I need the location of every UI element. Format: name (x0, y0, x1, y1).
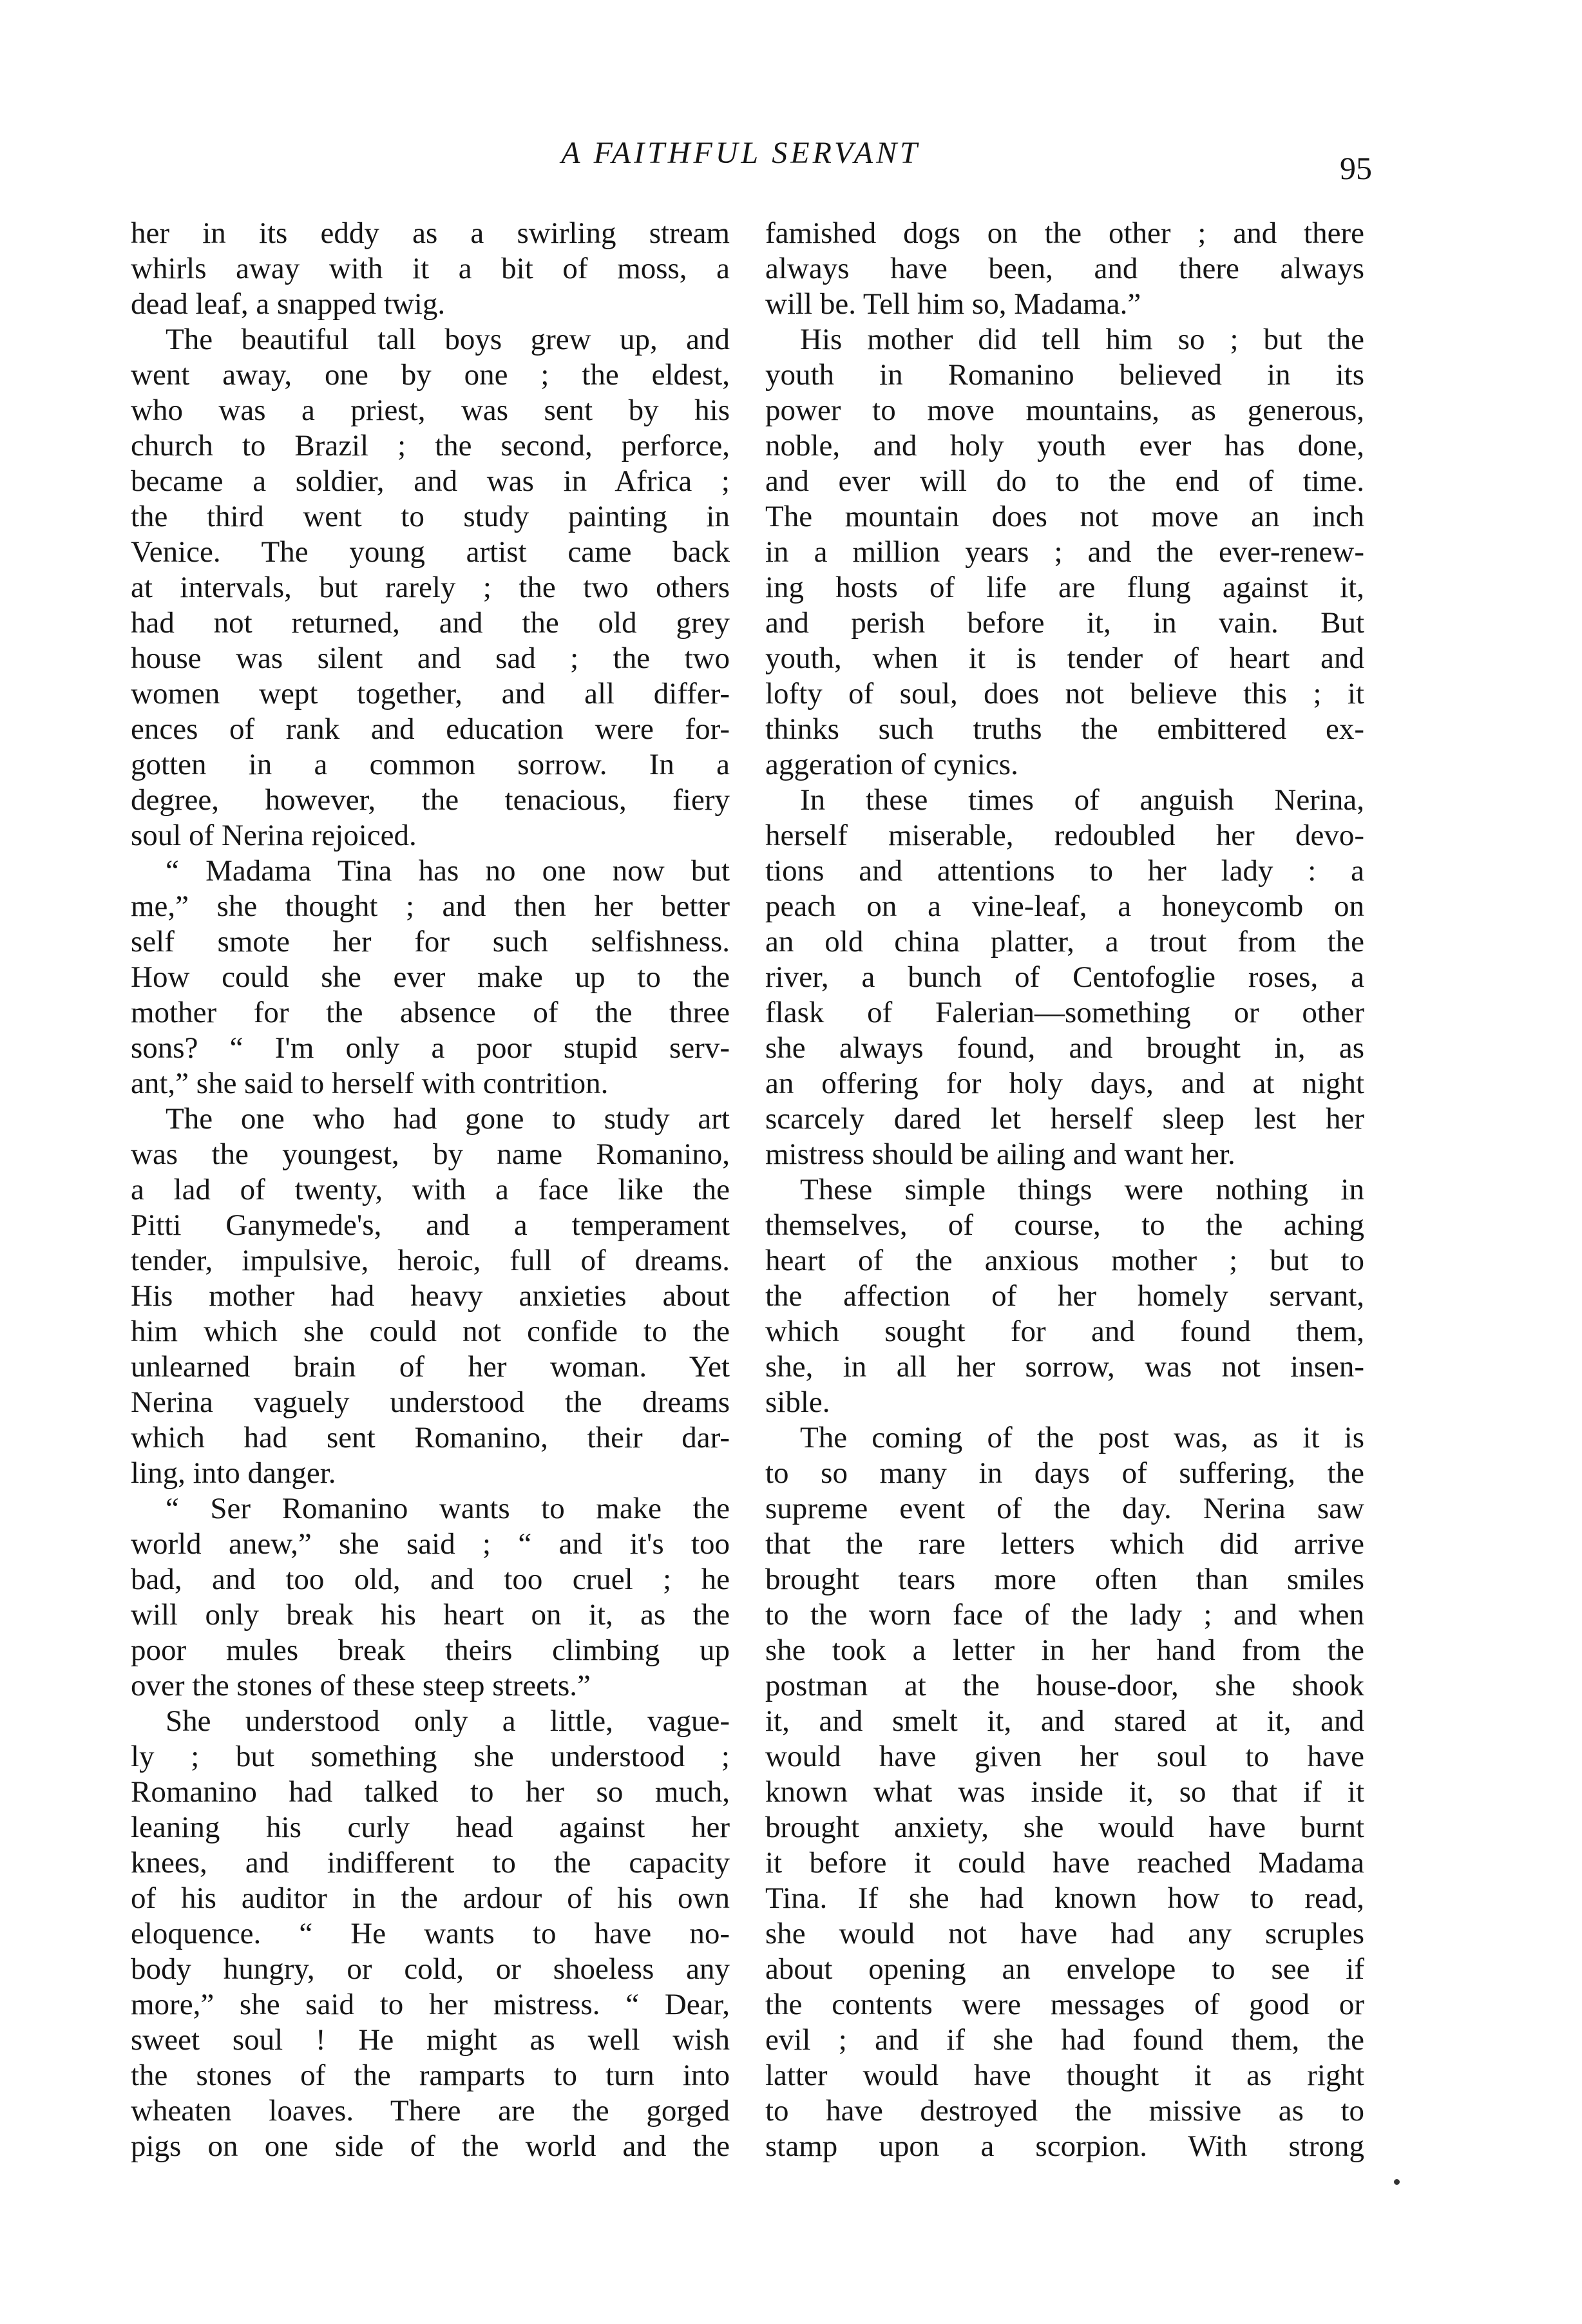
text-line: scarcely dared let herself sleep lest her (765, 1102, 1364, 1136)
text-line: His mother had heavy anxieties about (131, 1279, 730, 1313)
text-line: heart of the anxious mother ; but to (765, 1244, 1364, 1277)
page-header (0, 130, 1582, 186)
text-line: she would not have had any scruples (765, 1917, 1364, 1950)
text-line: a lad of twenty, with a face like the (131, 1173, 730, 1206)
text-line: she took a letter in her hand from the (765, 1633, 1364, 1667)
text-line: it before it could have reached Madama (765, 1846, 1364, 1880)
text-line: stamp upon a scorpion. With strong (765, 2129, 1364, 2163)
text-line: Nerina vaguely understood the dreams (131, 1386, 730, 1419)
text-line: river, a bunch of Centofoglie roses, a (765, 960, 1364, 994)
text-line: mother for the absence of the three (131, 996, 730, 1029)
text-line: Tina. If she had known how to read, (765, 1881, 1364, 1915)
text-line: it, and smelt it, and stared at it, and (765, 1704, 1364, 1738)
left-column (131, 216, 730, 2164)
text-line: leaning his curly head against her (131, 1811, 730, 1844)
text-line: in a million years ; and the ever-renew- (765, 535, 1364, 569)
text-line: church to Brazil ; the second, perforce, (131, 429, 730, 462)
text-line: dead leaf, a snapped twig. (131, 287, 446, 321)
text-line: became a soldier, and was in Africa ; (131, 464, 730, 498)
text-line: tender, impulsive, heroic, full of dreams. (131, 1244, 730, 1277)
text-line: bad, and too old, and too cruel ; he (131, 1563, 730, 1596)
text-line: evil ; and if she had found them, the (765, 2023, 1364, 2057)
text-line: sible. (765, 1386, 830, 1419)
text-line: which had sent Romanino, their dar- (131, 1421, 730, 1454)
text-line: postman at the house-door, she shook (765, 1669, 1364, 1702)
text-line: she always found, and brought in, as (765, 1031, 1364, 1065)
text-line: more,” she said to her mistress. “ Dear, (131, 1988, 730, 2021)
text-line: latter would have thought it as right (765, 2059, 1364, 2092)
text-line: who was a priest, was sent by his (131, 394, 730, 427)
text-line: she, in all her sorrow, was not insen- (765, 1350, 1364, 1384)
text-line: ling, into danger. (131, 1456, 336, 1490)
page-number: 95 (1340, 150, 1372, 186)
text-line: In these times of anguish Nerina, (800, 783, 1364, 817)
text-line: She understood only a little, vague- (166, 1704, 730, 1738)
text-line: and ever will do to the end of time. (765, 464, 1364, 498)
text-line: went away, one by one ; the eldest, (131, 358, 730, 392)
text-line: sweet soul ! He might as well wish (131, 2023, 730, 2057)
text-line: would have given her soul to have (765, 1740, 1364, 1773)
text-line: “ Madama Tina has no one now but (166, 854, 730, 888)
text-line: degree, however, the tenacious, fiery (131, 783, 730, 817)
text-line: The mountain does not move an inch (765, 500, 1364, 533)
text-line: noble, and holy youth ever has done, (765, 429, 1364, 462)
text-line: at intervals, but rarely ; the two others (131, 571, 730, 604)
text-line: had not returned, and the old grey (131, 606, 730, 640)
text-line: peach on a vine-leaf, a honeycomb on (765, 890, 1364, 923)
text-line: Romanino had talked to her so much, (131, 1775, 730, 1809)
text-line: The one who had gone to study art (166, 1102, 730, 1136)
text-line: youth, when it is tender of heart and (765, 642, 1364, 675)
text-line: herself miserable, redoubled her devo- (765, 819, 1364, 852)
text-line: to the worn face of the lady ; and when (765, 1598, 1364, 1632)
text-line: whirls away with it a bit of moss, a (131, 252, 730, 285)
text-line: The coming of the post was, as it is (800, 1421, 1364, 1454)
text-line: knees, and indifferent to the capacity (131, 1846, 730, 1880)
text-line: ing hosts of life are flung against it, (765, 571, 1364, 604)
text-line: ant,” she said to herself with contrition. (131, 1067, 609, 1100)
text-line: poor mules break theirs climbing up (131, 1633, 730, 1667)
text-line: youth in Romanino believed in its (765, 358, 1364, 392)
text-line: Venice. The young artist came back (131, 535, 730, 569)
text-line: self smote her for such selfishness. (131, 925, 730, 958)
text-line: her in its eddy as a swirling stream (131, 216, 730, 250)
right-column (765, 216, 1364, 2164)
text-line: me,” she thought ; and then her better (131, 890, 730, 923)
text-line: world anew,” she said ; “ and it's too (131, 1527, 730, 1561)
text-line: always have been, and there always (765, 252, 1364, 285)
text-line: gotten in a common sorrow. In a (131, 748, 730, 781)
running-title: A FAITHFUL SERVANT (561, 136, 920, 170)
ink-speck (1394, 2179, 1400, 2185)
text-line: body hungry, or cold, or shoeless any (131, 1952, 730, 1986)
text-line: eloquence. “ He wants to have no- (131, 1917, 730, 1950)
text-line: brought anxiety, she would have burnt (765, 1811, 1364, 1844)
text-line: that the rare letters which did arrive (765, 1527, 1364, 1561)
text-line: house was silent and sad ; the two (131, 642, 730, 675)
text-line: supreme event of the day. Nerina saw (765, 1492, 1364, 1525)
text-line: His mother did tell him so ; but the (800, 323, 1364, 356)
text-line: How could she ever make up to the (131, 960, 730, 994)
text-line: the contents were messages of good or (765, 1988, 1364, 2021)
text-line: themselves, of course, to the aching (765, 1208, 1364, 1242)
text-line: will be. Tell him so, Madama.” (765, 287, 1141, 321)
text-line: brought tears more often than smiles (765, 1563, 1364, 1596)
text-line: wheaten loaves. There are the gorged (131, 2094, 730, 2128)
text-line: the third went to study painting in (131, 500, 730, 533)
text-line: which sought for and found them, (765, 1315, 1364, 1348)
text-line: ences of rank and education were for- (131, 712, 730, 746)
text-line: over the stones of these steep streets.” (131, 1669, 591, 1702)
text-line: women wept together, and all differ- (131, 677, 730, 710)
text-line: The beautiful tall boys grew up, and (166, 323, 730, 356)
text-line: These simple things were nothing in (800, 1173, 1364, 1206)
text-line: the stones of the ramparts to turn into (131, 2059, 730, 2092)
text-line: “ Ser Romanino wants to make the (166, 1492, 730, 1525)
text-line: power to move mountains, as generous, (765, 394, 1364, 427)
text-line: famished dogs on the other ; and there (765, 216, 1364, 250)
text-line: Pitti Ganymede's, and a temperament (131, 1208, 730, 1242)
text-line: lofty of soul, does not believe this ; it (765, 677, 1364, 710)
text-line: ly ; but something she understood ; (131, 1740, 730, 1773)
text-line: unlearned brain of her woman. Yet (131, 1350, 730, 1384)
text-line: aggeration of cynics. (765, 748, 1018, 781)
text-line: him which she could not confide to the (131, 1315, 730, 1348)
text-line: soul of Nerina rejoiced. (131, 819, 417, 852)
text-line: to have destroyed the missive as to (765, 2094, 1364, 2128)
text-line: an offering for holy days, and at night (765, 1067, 1364, 1100)
text-line: the affection of her homely servant, (765, 1279, 1364, 1313)
text-line: sons? “ I'm only a poor stupid serv- (131, 1031, 730, 1065)
text-line: tions and attentions to her lady : a (765, 854, 1364, 888)
text-line: and perish before it, in vain. But (765, 606, 1364, 640)
text-line: was the youngest, by name Romanino, (131, 1138, 730, 1171)
text-line: mistress should be ailing and want her. (765, 1138, 1235, 1171)
text-line: flask of Falerian—something or other (765, 996, 1364, 1029)
text-line: thinks such truths the embittered ex- (765, 712, 1364, 746)
text-line: about opening an envelope to see if (765, 1952, 1364, 1986)
text-line: will only break his heart on it, as the (131, 1598, 730, 1632)
text-line: an old china platter, a trout from the (765, 925, 1364, 958)
text-line: of his auditor in the ardour of his own (131, 1881, 730, 1915)
text-line: pigs on one side of the world and the (131, 2129, 730, 2163)
text-line: known what was inside it, so that if it (765, 1775, 1364, 1809)
text-line: to so many in days of suffering, the (765, 1456, 1364, 1490)
